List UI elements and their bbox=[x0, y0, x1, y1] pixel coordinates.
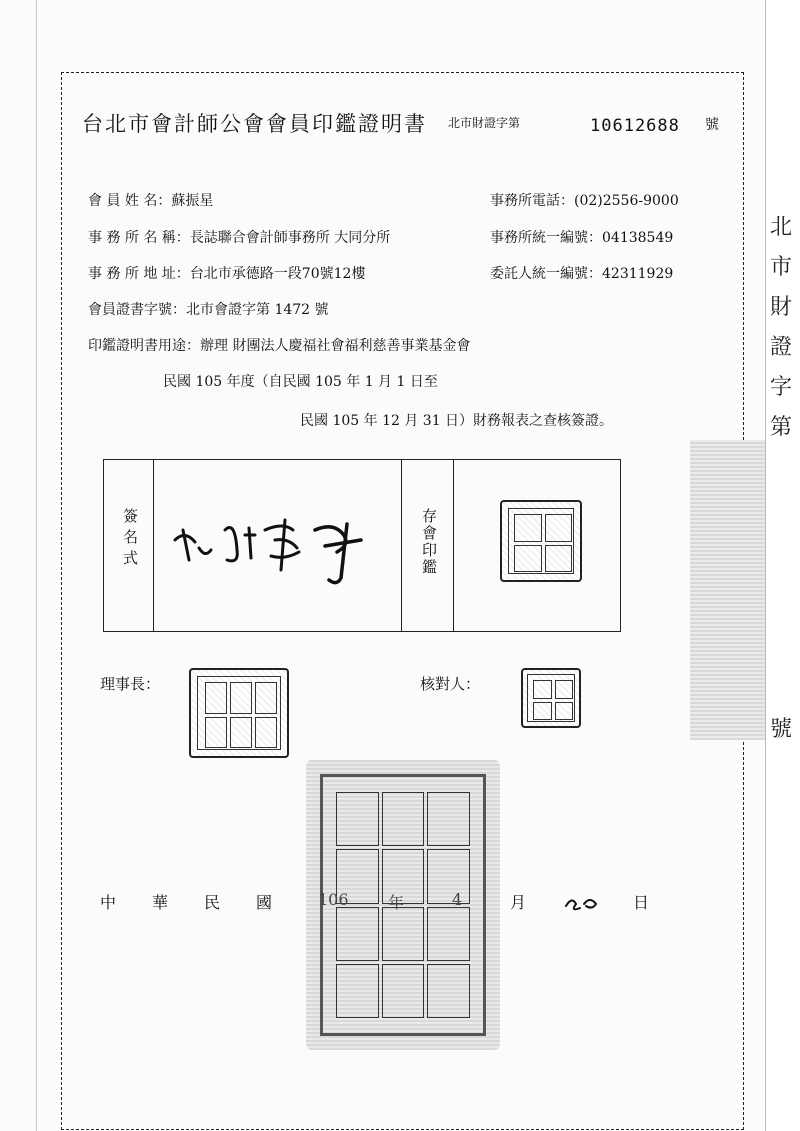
date-day-unit: 日 bbox=[633, 893, 650, 912]
office-tax-id-row bbox=[490, 227, 673, 247]
document-title: 台北市會計師公會會員印鑑證明書 bbox=[82, 112, 427, 136]
client-tax-id-label: 委託人統一編號： bbox=[490, 266, 602, 282]
partial-stamp-right bbox=[690, 440, 765, 740]
license-value: 北市會證字第 1472 號 bbox=[186, 302, 329, 318]
sign-label-cell bbox=[104, 460, 154, 631]
office-name-row bbox=[88, 227, 390, 247]
office-address-row bbox=[88, 263, 365, 283]
office-tax-id-value: 04138549 bbox=[602, 230, 674, 246]
date-char: 民 bbox=[204, 893, 221, 912]
seal-label bbox=[417, 508, 437, 576]
purpose-value: 辦理 財團法人慶福社會福利慈善事業基金會 bbox=[200, 338, 471, 354]
adjacent-page-strip bbox=[765, 0, 800, 1131]
strip-char: 字 bbox=[770, 375, 793, 400]
seal-label-cell bbox=[402, 460, 454, 631]
office-address-label: 事 務 所 地 址： bbox=[88, 266, 190, 282]
member-name-row bbox=[88, 190, 213, 210]
binding-line bbox=[36, 0, 37, 1131]
strip-char: 市 bbox=[770, 255, 793, 280]
strip-char: 北 bbox=[770, 215, 793, 240]
license-label: 會員證書字號： bbox=[88, 302, 186, 318]
date-char: 國 bbox=[256, 893, 273, 912]
date-month: 4 bbox=[452, 890, 463, 909]
certificate-number: 10612688 bbox=[590, 116, 680, 136]
office-phone-label: 事務所電話： bbox=[490, 193, 574, 209]
handwritten-day bbox=[562, 892, 602, 914]
certificate-prefix: 北市財證字第 bbox=[448, 116, 521, 130]
purpose-line-2: 民國 105 年度（自民國 105 年 1 月 1 日至 bbox=[163, 374, 438, 390]
member-seal bbox=[500, 500, 582, 582]
chairman-label: 理事長： bbox=[100, 675, 161, 693]
purpose-label: 印鑑證明書用途： bbox=[88, 338, 200, 354]
office-address-value: 台北市承德路一段70號12樓 bbox=[189, 266, 366, 282]
strip-char: 第 bbox=[770, 415, 793, 440]
client-tax-id-value: 42311929 bbox=[602, 266, 674, 282]
sign-label-text: 簽名式 bbox=[121, 508, 139, 571]
handwritten-signature bbox=[165, 500, 395, 590]
member-name-value: 蘇振星 bbox=[171, 193, 214, 209]
chairman-seal bbox=[189, 668, 289, 758]
office-phone-value: (02)2556-9000 bbox=[574, 193, 679, 209]
strip-char: 財 bbox=[770, 295, 793, 320]
date-char: 中 bbox=[100, 893, 117, 912]
client-tax-id-row bbox=[490, 263, 673, 283]
date-year-unit: 年 bbox=[388, 893, 405, 912]
date-month-unit: 月 bbox=[510, 893, 527, 912]
checker-label: 核對人： bbox=[420, 675, 481, 693]
member-name-label: 會 員 姓 名： bbox=[88, 193, 172, 209]
office-tax-id-label: 事務所統一編號： bbox=[490, 230, 602, 246]
purpose-line-3: 民國 105 年 12 月 31 日）財務報表之查核簽證。 bbox=[300, 413, 614, 429]
sign-label bbox=[118, 508, 138, 571]
strip-char: 號 bbox=[770, 717, 793, 742]
office-phone-row bbox=[490, 190, 679, 210]
date-year: 106 bbox=[318, 890, 349, 909]
checker-seal bbox=[521, 668, 581, 728]
license-row bbox=[88, 299, 329, 319]
office-name-value: 長誌聯合會計師事務所 大同分所 bbox=[189, 230, 391, 246]
seal-label-text: 存會印鑑 bbox=[420, 508, 438, 576]
purpose-row bbox=[88, 335, 470, 355]
certificate-suffix: 號 bbox=[705, 117, 719, 133]
office-name-label: 事 務 所 名 稱： bbox=[88, 230, 190, 246]
date-char: 華 bbox=[152, 893, 169, 912]
strip-char: 證 bbox=[770, 335, 793, 360]
